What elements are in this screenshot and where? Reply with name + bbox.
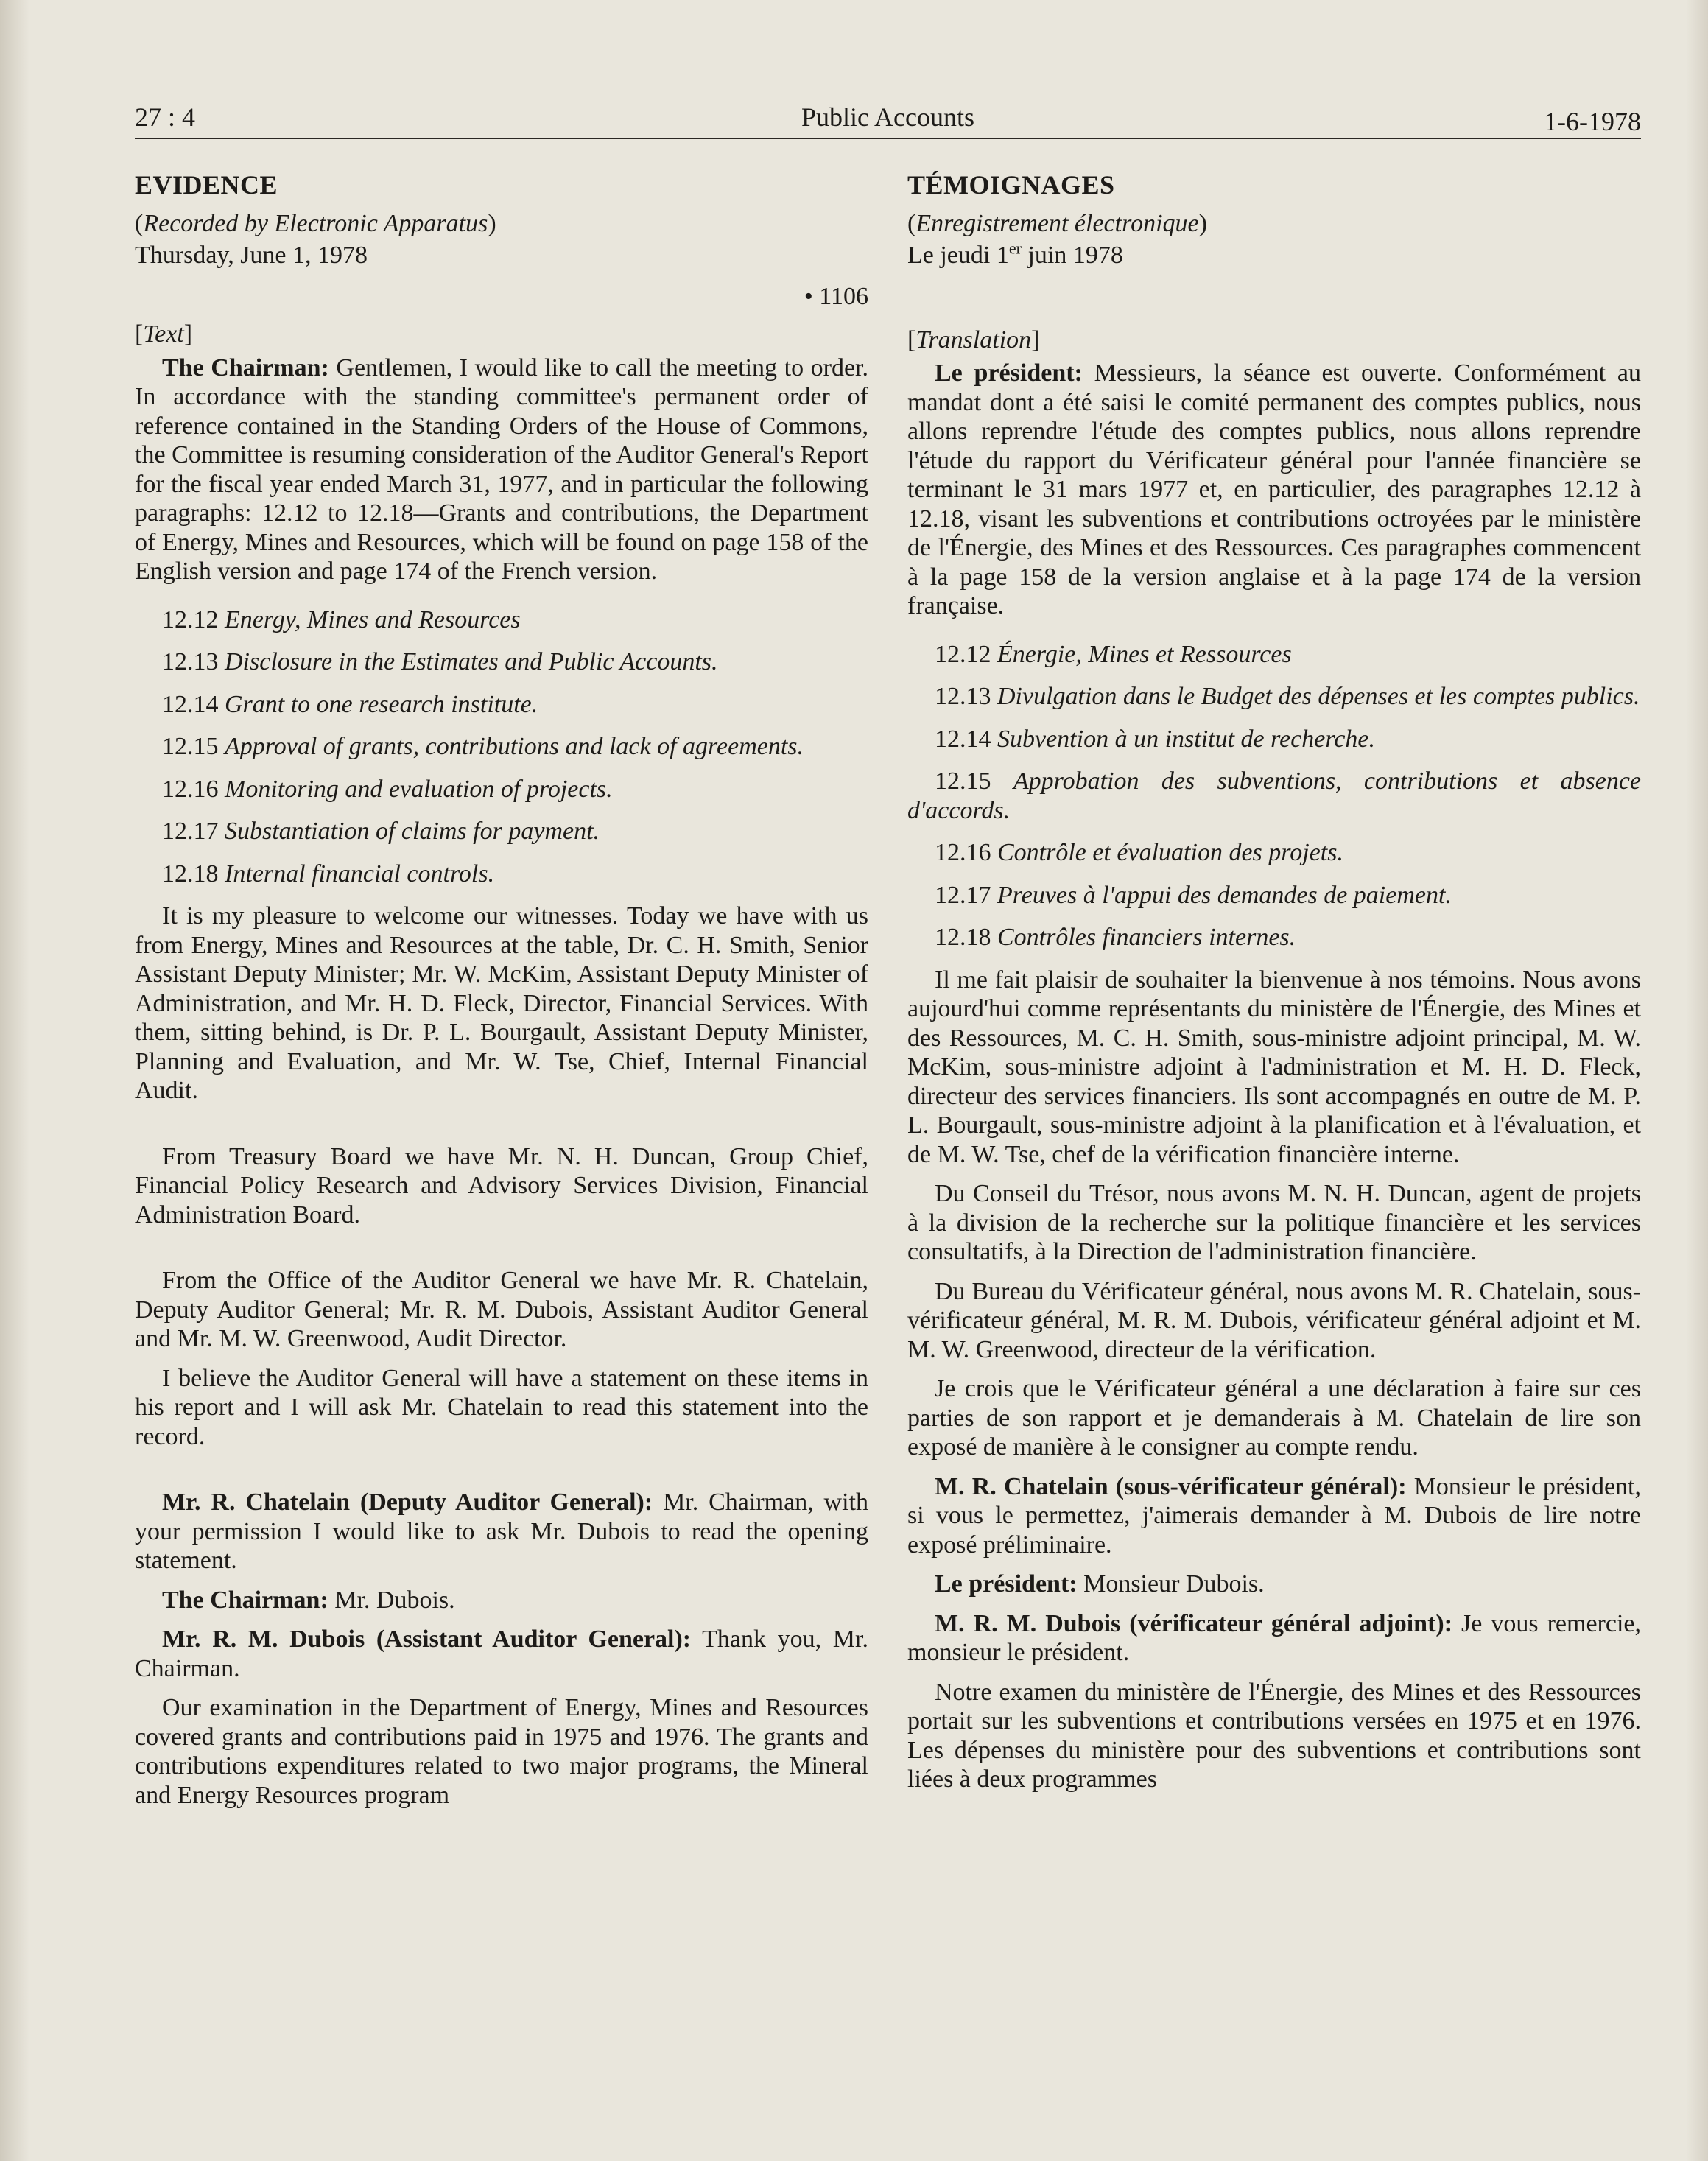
list-item	[135, 647, 868, 677]
page-edge-shadow	[1686, 0, 1708, 2161]
recording-note: (Enregistrement électronique)	[907, 209, 1207, 237]
paragraph-dubois	[907, 1609, 1641, 1668]
running-header	[135, 102, 1641, 138]
translation-tag-label: Translation	[915, 326, 1032, 354]
item-number: 12.15	[162, 733, 219, 760]
spacer	[907, 270, 1641, 317]
speaker-name: Le président:	[935, 359, 1083, 387]
list-item	[135, 605, 868, 635]
paragraph-list	[907, 640, 1641, 952]
paragraph-chairman-reply	[135, 1586, 868, 1615]
paragraph-auditor-office: Du Bureau du Vérificateur général, nous avons M. R. Chatelain, sous-vérificateur général, M. R. M. Dubois, vérificateur général adjoint et M. M. W. Greenwood, directeur de la vérification.	[907, 1277, 1641, 1363]
paragraph-chairman-opening	[135, 354, 868, 586]
speech-text: Mr. Chairman, with your permission I would like to ask Mr. Dubois to read the opening statement.	[135, 1489, 869, 1574]
paragraph-list	[135, 605, 868, 889]
list-item	[907, 682, 1641, 711]
english-column	[135, 171, 868, 1820]
paragraph-statement-request: I believe the Auditor General will have a statement on these items in his report and I will ask Mr. Chatelain to read this statement into the record.	[135, 1364, 868, 1450]
text-tag-label: Text	[143, 320, 184, 348]
header-date: 1-6-1978	[1544, 107, 1641, 136]
item-title: Subvention à un institut de recherche.	[997, 725, 1376, 753]
speaker-name: Mr. R. M. Dubois (Assistant Auditor General):	[162, 1626, 692, 1653]
item-title: Approbation des subventions, contributions et absence d'accords.	[907, 767, 1642, 824]
item-number: 12.17	[935, 881, 991, 909]
list-item	[135, 775, 868, 804]
spacer	[135, 1240, 868, 1266]
list-item	[907, 640, 1641, 670]
speaker-name: M. R. M. Dubois (vérificateur général adjoint):	[935, 1609, 1453, 1637]
item-number: 12.17	[162, 818, 219, 845]
paragraph-statement-request: Je crois que le Vérificateur général a une déclaration à faire sur ces parties de son rapport et je demanderais à M. Chatelain de lire son exposé de manière à le consigner au compte rendu.	[907, 1375, 1641, 1461]
item-title: Divulgation dans le Budget des dépenses et les comptes publics.	[997, 683, 1640, 710]
list-item	[907, 923, 1641, 952]
page-number: 27 : 4	[135, 102, 196, 132]
item-title: Contrôle et évaluation des projets.	[997, 839, 1343, 866]
session-date	[907, 241, 1641, 270]
item-number: 12.12	[162, 605, 219, 633]
item-number: 12.14	[162, 690, 219, 718]
item-title: Disclosure in the Estimates and Public Accounts.	[225, 648, 718, 675]
item-number: 12.13	[935, 683, 991, 710]
paragraph-examination: Our examination in the Department of Energy, Mines and Resources covered grants and contributions paid in 1975 and 1976. The grants and contributions expenditures related to two major programs, the Mineral and Energy Resources program	[135, 1694, 868, 1809]
item-number: 12.13	[162, 648, 219, 675]
list-item	[907, 767, 1641, 825]
speech-text: Thank you, Mr. Chairman.	[135, 1626, 868, 1682]
session-date: Thursday, June 1, 1978	[135, 242, 368, 269]
paragraph-president-opening	[907, 359, 1641, 621]
recording-note: (Recorded by Electronic Apparatus)	[135, 209, 496, 237]
item-title: Monitoring and evaluation of projects.	[225, 775, 613, 803]
page-binding-shadow	[0, 0, 29, 2161]
list-item	[907, 725, 1641, 754]
paragraph-witnesses: Il me fait plaisir de souhaiter la bienvenue à nos témoins. Nous avons aujourd'hui comme représentants du ministère de l'Énergie, des Mines et des Ressources, M. C. H. Smith, sous-ministre adjoint principal, M. W. McKim, sous-ministre adjoint à l'administration et M. H. D. Fleck, directeur des services financiers. Ils sont accompagnés en outre de M. P. L. Bourgault, sous-ministre adjoint à la planification et à l'évaluation, et de M. W. Tse, chef de la vérification financière interne.	[907, 966, 1641, 1168]
paragraph-witnesses: It is my pleasure to welcome our witnesses. Today we have with us from Energy, Mines and Resources at the table, Dr. C. H. Smith, Senior Assistant Deputy Minister; Mr. W. McKim, Assistant Deputy Minister of Administration, and Mr. H. D. Fleck, Director, Financial Services. With them, sitting behind, is Dr. P. L. Bourgault, Assistant Deputy Minister, Planning and Evaluation, and Mr. W. Tse, Chief, Internal Financial Audit.	[135, 902, 868, 1104]
item-number: 12.16	[935, 839, 991, 866]
item-title: Énergie, Mines et Ressources	[997, 640, 1292, 668]
publication-title: Public Accounts	[801, 102, 974, 132]
date-superscript: er	[1008, 239, 1022, 258]
date-prefix: Le jeudi 1	[907, 242, 1009, 269]
speech-text: Mr. Dubois.	[328, 1586, 455, 1614]
header-rule	[135, 138, 1641, 139]
speaker-name: Le président:	[935, 1570, 1078, 1598]
french-column	[907, 171, 1641, 1805]
speaker-name: The Chairman:	[162, 1586, 328, 1614]
item-number: 12.15	[935, 767, 991, 795]
spacer	[135, 1116, 868, 1142]
paragraph-president-reply	[907, 1570, 1641, 1599]
section-heading: EVIDENCE	[135, 170, 278, 200]
recording-note-text: Recorded by Electronic Apparatus	[143, 209, 488, 237]
item-title: Grant to one research institute.	[225, 690, 538, 718]
item-number: 12.16	[162, 775, 219, 803]
item-title: Energy, Mines and Resources	[225, 605, 521, 633]
recording-note-text: Enregistrement électronique	[915, 209, 1199, 237]
speech-text: Monsieur le président, si vous le permettez, j'aimerais demander à M. Dubois de lire notre exposé préliminaire.	[907, 1472, 1641, 1559]
list-item	[135, 690, 868, 720]
list-item	[135, 732, 868, 762]
item-number: 12.14	[935, 725, 991, 753]
paragraph-treasury-board: From Treasury Board we have Mr. N. H. Duncan, Group Chief, Financial Policy Research and Advisory Services Division, Financial Administration Board.	[135, 1142, 868, 1229]
item-number: 12.18	[935, 924, 991, 951]
speech-text: Gentlemen, I would like to call the meeting to order. In accordance with the standing committee's permanent order of reference contained in the Standing Orders of the House of Commons, the Committee is resuming consideration of the Auditor General's Report for the fiscal year ended March 31, 1977, and in particular the following paragraphs: 12.12 to 12.18—Grants and contributions, the Department of Energy, Mines and Resources, which will be found on page 158 of the English version and page 174 of the French version.	[135, 354, 869, 585]
section-heading: TÉMOIGNAGES	[907, 170, 1115, 200]
item-number: 12.12	[935, 640, 991, 668]
speaker-name: Mr. R. Chatelain (Deputy Auditor General):	[162, 1489, 653, 1516]
speaker-name: The Chairman:	[162, 354, 329, 382]
time-marker: • 1106	[804, 282, 868, 310]
list-item	[907, 838, 1641, 868]
translation-tag: [Translation]	[907, 326, 1040, 354]
item-number: 12.18	[162, 860, 219, 888]
date-suffix: juin 1978	[1021, 242, 1123, 269]
paragraph-treasury-board: Du Conseil du Trésor, nous avons M. N. H. Duncan, agent de projets à la division de la recherche sur la politique financière et les services consultatifs, à la Direction de l'administration financière.	[907, 1180, 1641, 1265]
item-title: Substantiation of claims for payment.	[225, 818, 600, 845]
speech-text: Monsieur Dubois.	[1077, 1570, 1265, 1598]
item-title: Preuves à l'appui des demandes de paiement.	[997, 881, 1452, 909]
list-item	[135, 817, 868, 846]
list-item	[135, 860, 868, 889]
paragraph-examination: Notre examen du ministère de l'Énergie, des Mines et des Ressources portait sur les subventions et contributions versées en 1975 et en 1976. Les dépenses du ministère pour des subventions et contributions sont liées à deux programmes	[907, 1678, 1641, 1793]
item-title: Approval of grants, contributions and lack of agreements.	[225, 733, 804, 760]
paragraph-chatelain	[135, 1488, 868, 1575]
speaker-name: M. R. Chatelain (sous-vérificateur général):	[935, 1472, 1407, 1500]
spacer	[135, 1461, 868, 1488]
paragraph-auditor-office: From the Office of the Auditor General we have Mr. R. Chatelain, Deputy Auditor General; Mr. R. M. Dubois, Assistant Auditor General and Mr. M. W. Greenwood, Audit Director.	[135, 1267, 868, 1352]
item-title: Internal financial controls.	[225, 860, 495, 888]
list-item	[907, 881, 1641, 910]
paragraph-chatelain	[907, 1472, 1641, 1560]
speech-text: Je vous remercie, monsieur le président.	[907, 1609, 1641, 1666]
text-tag: [Text]	[135, 320, 193, 348]
speech-text: Messieurs, la séance est ouverte. Conformément au mandat dont a été saisi le comité permanent des comptes publics, nous allons reprendre l'étude des comptes publics, nous allons reprendre l'étude du rapport du Vérificateur général pour l'année financière se terminant le 31 mars 1977 et, en particulier, des paragraphes 12.12 à 12.18, visant les subventions et contributions octroyées par le ministère de l'Énergie, des Mines et des Ressources. Ces paragraphes commencent à la page 158 de la version anglaise et à la page 174 de la version française.	[907, 359, 1641, 619]
paragraph-dubois	[135, 1625, 868, 1683]
item-title: Contrôles financiers internes.	[997, 924, 1296, 951]
